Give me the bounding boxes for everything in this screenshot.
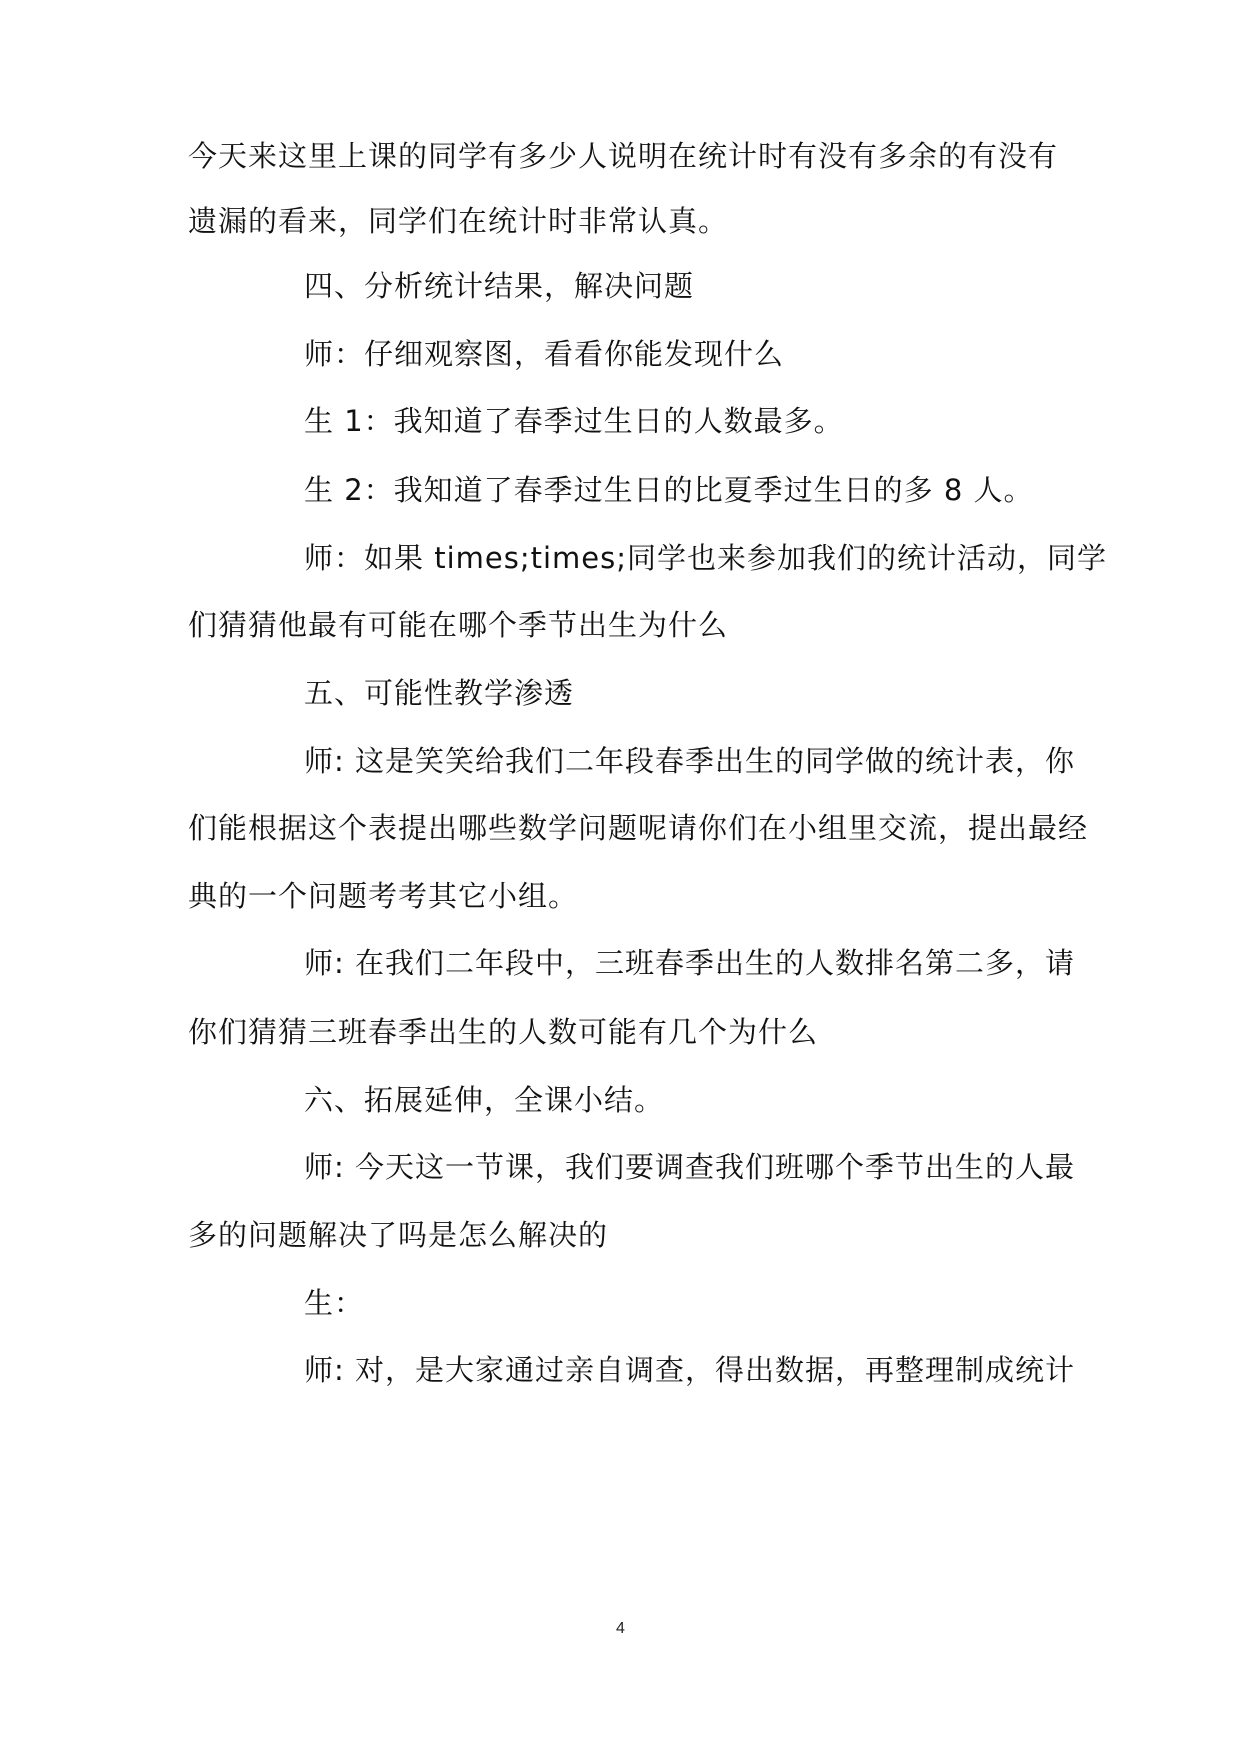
section-heading: 五、可能性教学渗透 bbox=[304, 676, 575, 710]
dialogue-line: 生 2：我知道了春季过生日的比夏季过生日的多 8 人。 bbox=[304, 473, 1034, 507]
dialogue-line: 师: 今天这一节课，我们要调查我们班哪个季节出生的人最 bbox=[304, 1150, 1075, 1184]
dialogue-line: 师: 这是笑笑给我们二年段春季出生的同学做的统计表，你 bbox=[304, 744, 1075, 778]
dialogue-line: 师：如果 times;times;同学也来参加我们的统计活动，同学 bbox=[304, 541, 1108, 575]
section-heading: 六、拓展延伸，全课小结。 bbox=[304, 1083, 665, 1117]
dialogue-line: 师：仔细观察图，看看你能发现什么 bbox=[304, 337, 785, 371]
dialogue-line: 师: 在我们二年段中，三班春季出生的人数排名第二多，请 bbox=[304, 946, 1075, 980]
page-number: 4 bbox=[616, 1620, 625, 1637]
dialogue-line: 生： bbox=[304, 1286, 365, 1320]
paragraph-line: 典的一个问题考考其它小组。 bbox=[188, 879, 579, 913]
dialogue-line: 生 1：我知道了春季过生日的人数最多。 bbox=[304, 404, 844, 438]
paragraph-line: 们猜猜他最有可能在哪个季节出生为什么 bbox=[188, 608, 729, 642]
paragraph-line: 多的问题解决了吗是怎么解决的 bbox=[188, 1218, 609, 1252]
paragraph-line: 今天来这里上课的同学有多少人说明在统计时有没有多余的有没有 bbox=[188, 139, 1059, 173]
section-heading: 四、分析统计结果，解决问题 bbox=[304, 269, 695, 303]
paragraph-line: 遗漏的看来，同学们在统计时非常认真。 bbox=[188, 204, 729, 238]
paragraph-line: 你们猜猜三班春季出生的人数可能有几个为什么 bbox=[188, 1015, 819, 1049]
paragraph-line: 们能根据这个表提出哪些数学问题呢请你们在小组里交流，提出最经 bbox=[188, 811, 1089, 845]
dialogue-line: 师: 对，是大家通过亲自调查，得出数据，再整理制成统计 bbox=[304, 1353, 1075, 1387]
